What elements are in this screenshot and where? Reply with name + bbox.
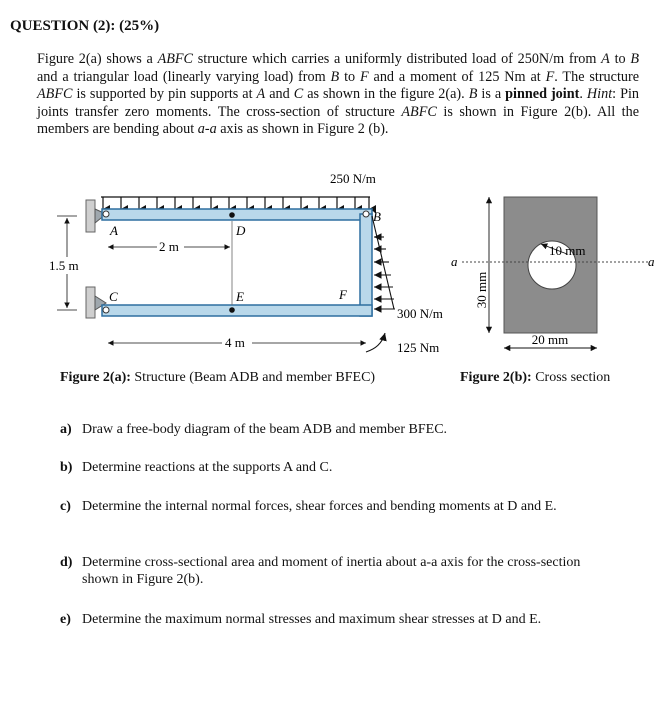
distributed-load-arrows xyxy=(101,197,370,209)
figure-2a-structure xyxy=(0,160,470,390)
label-d: D xyxy=(236,223,246,238)
pin-b xyxy=(363,211,369,217)
question-b: b) Determine reactions at the supports A and C. xyxy=(60,460,333,475)
height-dim-label: 30 mm xyxy=(474,271,489,309)
moment-label: 125 Nm xyxy=(397,340,440,355)
hole-dim-label: 10 mm xyxy=(549,243,586,258)
pin-a xyxy=(103,211,109,217)
question-a: a) Draw a free-body diagram of the beam ADB and member BFEC. xyxy=(60,422,448,437)
point-e xyxy=(229,307,235,313)
question-e: e) Determine the maximum normal stresses and maximum shear stresses at D and E. xyxy=(60,612,542,627)
question-title: QUESTION (2): (25%) xyxy=(10,18,160,34)
dim-2m-label: 2 m xyxy=(159,239,179,254)
dim-4m-label: 4 m xyxy=(225,335,245,350)
figure-2a-caption: Figure 2(a): Structure (Beam ADB and member BFEC) xyxy=(60,370,376,385)
point-d xyxy=(229,212,235,218)
label-b: B xyxy=(373,209,381,224)
moment-arrow xyxy=(366,333,385,352)
label-f: F xyxy=(339,287,347,302)
axis-label-left: a xyxy=(451,254,458,269)
beam-adb xyxy=(102,209,372,220)
question-d: d) Determine cross-sectional area and moment of inertia about a-a axis for the cross-section shown in Figure 2(b). xyxy=(60,555,581,587)
label-e: E xyxy=(236,289,244,304)
pin-c xyxy=(103,307,109,313)
problem-statement: Figure 2(a) shows a ABFC structure which carries a uniformly distributed load of 250N/m from A to B and a triangular load (linearly varying load) from B to F and a moment of 125 Nm at F. The structure ABFC is supported by pin supports at A and C as shown in the figure 2(a). B is a pinned joint. Hint: Pin joints transfer zero moments. The cross-section of structure ABFC is shown in Figure 2(b). All the members are bending about a-a axis as shown in Figure 2 (b). xyxy=(37,51,640,138)
label-a: A xyxy=(110,223,118,238)
udl-label: 250 N/m xyxy=(330,171,376,186)
triangular-load-label: 300 N/m xyxy=(397,306,443,321)
width-dim-label: 20 mm xyxy=(531,332,569,347)
question-c: c) Determine the internal normal forces, shear forces and bending moments at D and E. xyxy=(60,499,557,514)
dim-1-5m-label: 1.5 m xyxy=(49,258,79,273)
triangular-load xyxy=(372,216,395,309)
figure-2b-cross-section xyxy=(440,180,664,370)
label-c: C xyxy=(109,289,118,304)
axis-label-right: a xyxy=(648,254,655,269)
figure-2b-caption: Figure 2(b): Cross section xyxy=(460,370,611,385)
